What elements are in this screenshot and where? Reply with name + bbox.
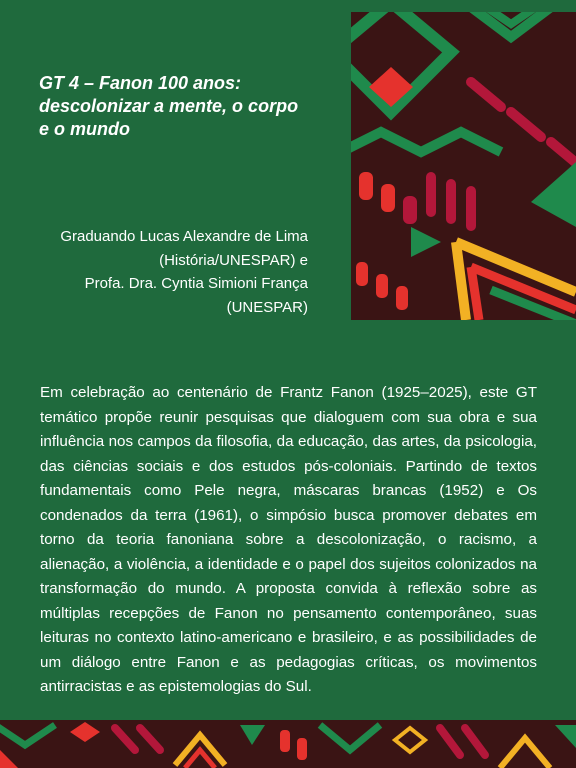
- author-line-3: Profa. Dra. Cyntia Simioni França: [84, 275, 308, 292]
- page-title: [39, 72, 339, 141]
- pattern-art-bottom: [0, 720, 576, 768]
- body-paragraph: Em celebração ao centenário de Frantz Fanon (1925–2025), este GT temático propõe reunir pesquisas que dialoguem com sua obra e sua influência nos campos da filosofia, da educação, das artes, da psicologia, das ciências sociais e dos estudos pós-coloniais. Partindo de textos fundamentais como Pele negra, máscaras brancas (1952) e Os condenados da terra (1961), o simpósio busca promover debates em torno da teoria fanoniana sobre a descolonização, o racismo, a alienação, a violência, a identidade e o papel dos sujeitos colonizados na transformação do mundo. A proposta convida à reflexão sobre as múltiplas recepções de Fanon no pensamento contemporâneo, suas leituras no contexto latino-americano e brasileiro, e as possibilidades de um diálogo entre Fanon e as pedagogias críticas, os movimentos antirracistas e as epistemologias do Sul.: [40, 384, 537, 695]
- author-line-1: Graduando Lucas Alexandre de Lima: [60, 228, 308, 245]
- title-line-1: GT 4 – Fanon 100 anos:: [39, 73, 242, 93]
- pattern-art-top: [351, 12, 576, 320]
- title-line-3: e o mundo: [39, 119, 130, 139]
- authors-block: [60, 225, 308, 319]
- title-line-2: descolonizar a mente, o corpo: [39, 96, 299, 116]
- author-line-4: (UNESPAR): [226, 298, 308, 316]
- author-line-2: (História/UNESPAR) e: [159, 251, 308, 269]
